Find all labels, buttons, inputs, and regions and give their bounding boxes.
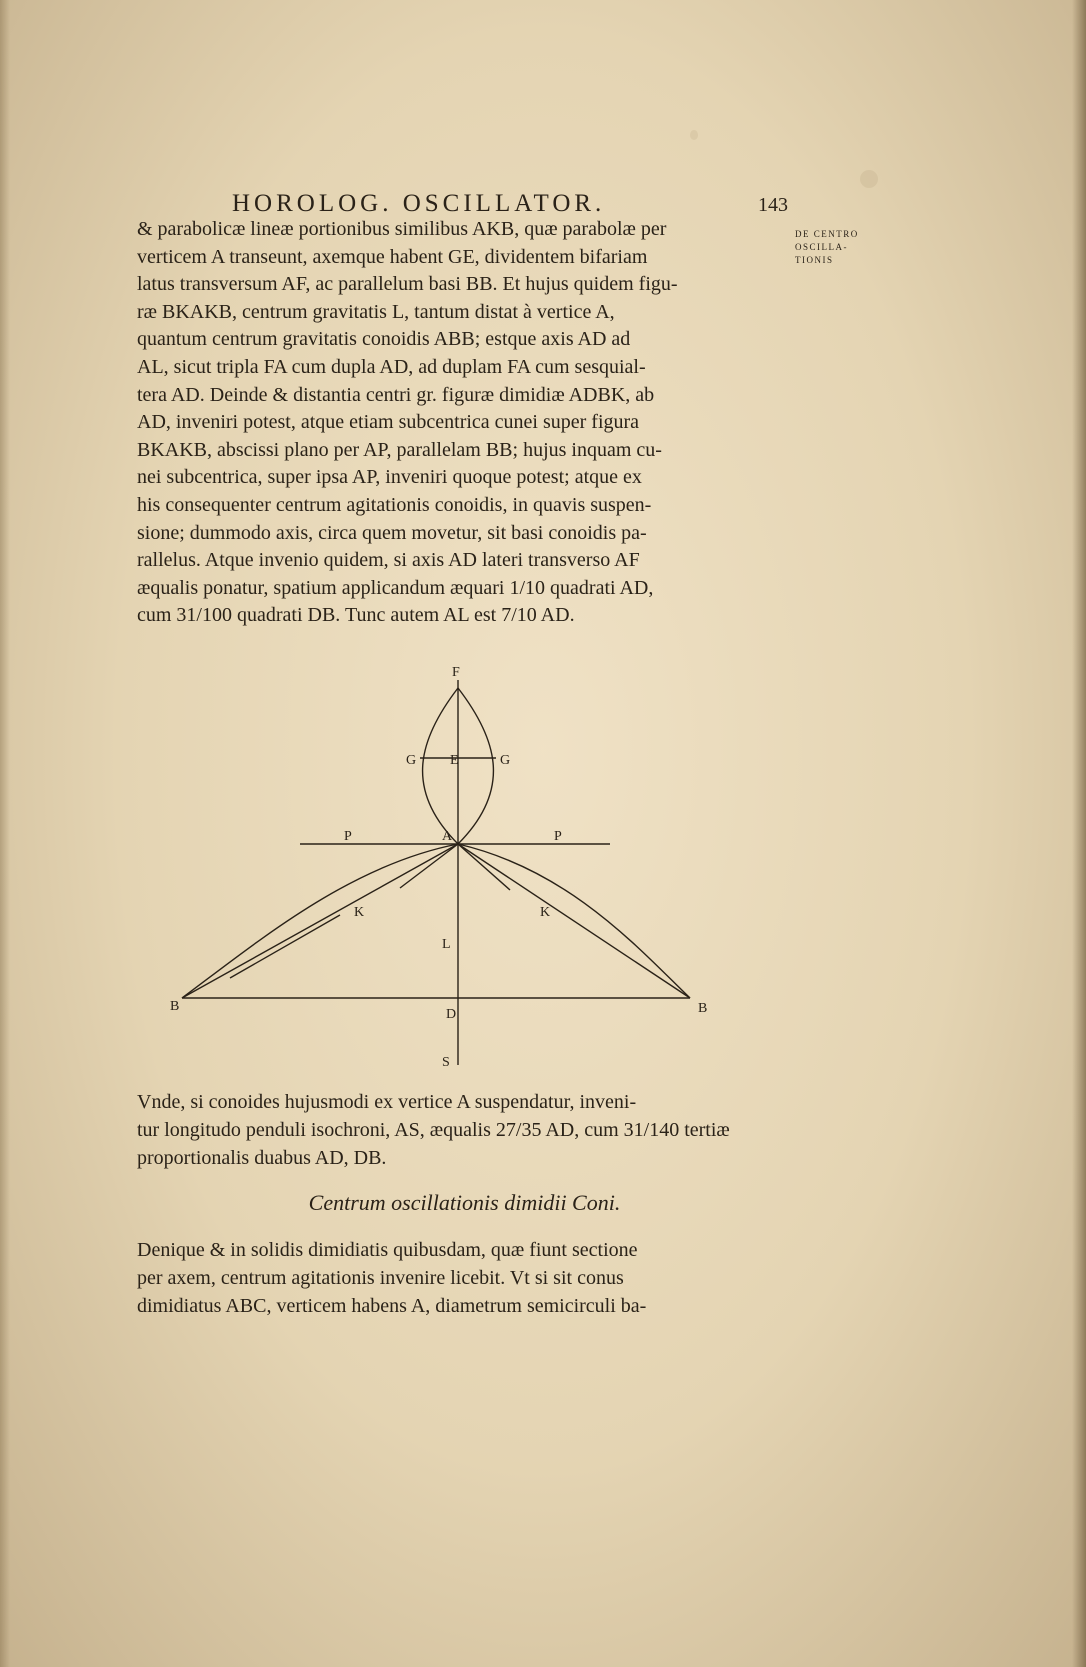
page-number: 143: [758, 194, 788, 216]
label-l: L: [442, 937, 451, 952]
text-line: dimidiatus ABC, verticem habens A, diametrum semicirculi ba-: [137, 1295, 647, 1317]
label-g-left: G: [406, 753, 417, 768]
text-line: tera AD. Deinde & distantia centri gr. figuræ dimidiæ ADBK, ab: [137, 383, 655, 406]
running-title: HOROLOG. OSCILLATOR.: [232, 190, 606, 217]
label-f: F: [452, 665, 460, 680]
conoid-diagram: [170, 660, 750, 1080]
text-line: æqualis ponatur, spatium applicandum æquari 1/10 quadrati AD,: [137, 576, 654, 599]
text-line: & parabolicæ lineæ portionibus similibus AKB, quæ parabolæ per: [137, 218, 667, 240]
margin-note-line: TIONIS: [795, 255, 834, 265]
label-e: E: [450, 753, 459, 768]
label-p-right: P: [554, 829, 562, 844]
label-d: D: [446, 1007, 457, 1022]
text-line: his consequenter centrum agitationis conoidis, in quavis suspen-: [137, 493, 652, 516]
label-p-left: P: [344, 829, 352, 844]
side-a-b-left: [182, 844, 458, 998]
text-line: Denique & in solidis dimidiatis quibusdam, quæ fiunt sectione: [137, 1239, 638, 1261]
lens-right-curve: [458, 688, 493, 844]
label-s: S: [442, 1055, 450, 1070]
text-line: sione; dummodo axis, circa quem movetur, sit basi conoidis pa-: [137, 521, 647, 544]
text-line: rallelus. Atque invenio quidem, si axis AD lateri transverso AF: [137, 549, 640, 572]
margin-note-line: DE CENTRO: [795, 229, 859, 239]
section-heading: Centrum oscillationis dimidii Coni.: [308, 1190, 621, 1215]
text-line: tur longitudo penduli isochroni, AS, æqualis 27/35 AD, cum 31/140 tertiæ: [137, 1119, 730, 1141]
text-line: nei subcentrica, super ipsa AP, inveniri quoque potest; atque ex: [137, 466, 642, 489]
paper-stain: [860, 170, 878, 188]
text-line: per axem, centrum agitationis invenire licebit. Vt si sit conus: [137, 1267, 624, 1289]
paragraph-body: [137, 1088, 792, 1172]
label-k-right: K: [540, 905, 551, 920]
page-edge-right: [1072, 0, 1086, 1667]
paragraph-body: [137, 216, 792, 630]
label-g-right: G: [500, 753, 511, 768]
page-edge-left: [0, 0, 10, 1667]
paper-stain: [690, 130, 698, 140]
text-line: quantum centrum gravitatis conoidis ABB; estque axis AD ad: [137, 328, 631, 351]
inner-stroke-k: [230, 915, 340, 978]
text-line: BKAKB, abscissi plano per AP, parallelam BB; hujus inquam cu-: [137, 438, 662, 461]
paragraph-body: [137, 1236, 792, 1320]
text-line: proportionalis duabus AD, DB.: [137, 1147, 387, 1169]
margin-note-line: OSCILLA-: [795, 242, 848, 252]
text-line: verticem A transeunt, axemque habent GE, dividentem bifariam: [137, 245, 648, 268]
side-a-b-right: [458, 844, 690, 998]
margin-note: [795, 228, 885, 267]
text-line: Vnde, si conoides hujusmodi ex vertice A suspendatur, inveni-: [137, 1091, 637, 1113]
text-line: AD, inveniri potest, atque etiam subcentrica cunei super figura: [137, 411, 640, 434]
text-line: AL, sicut tripla FA cum dupla AD, ad duplam FA cum sesquial-: [137, 355, 646, 378]
label-a: A: [442, 829, 453, 844]
label-k-left: K: [354, 905, 365, 920]
label-b-left: B: [170, 999, 180, 1014]
label-b-right: B: [698, 1001, 708, 1016]
text-line: ræ BKAKB, centrum gravitatis L, tantum distat à vertice A,: [137, 300, 615, 323]
text-line: cum 31/100 quadrati DB. Tunc autem AL est 7/10 AD.: [137, 604, 575, 627]
text-line: latus transversum AF, ac parallelum basi BB. Et hujus quidem figu-: [137, 273, 678, 296]
